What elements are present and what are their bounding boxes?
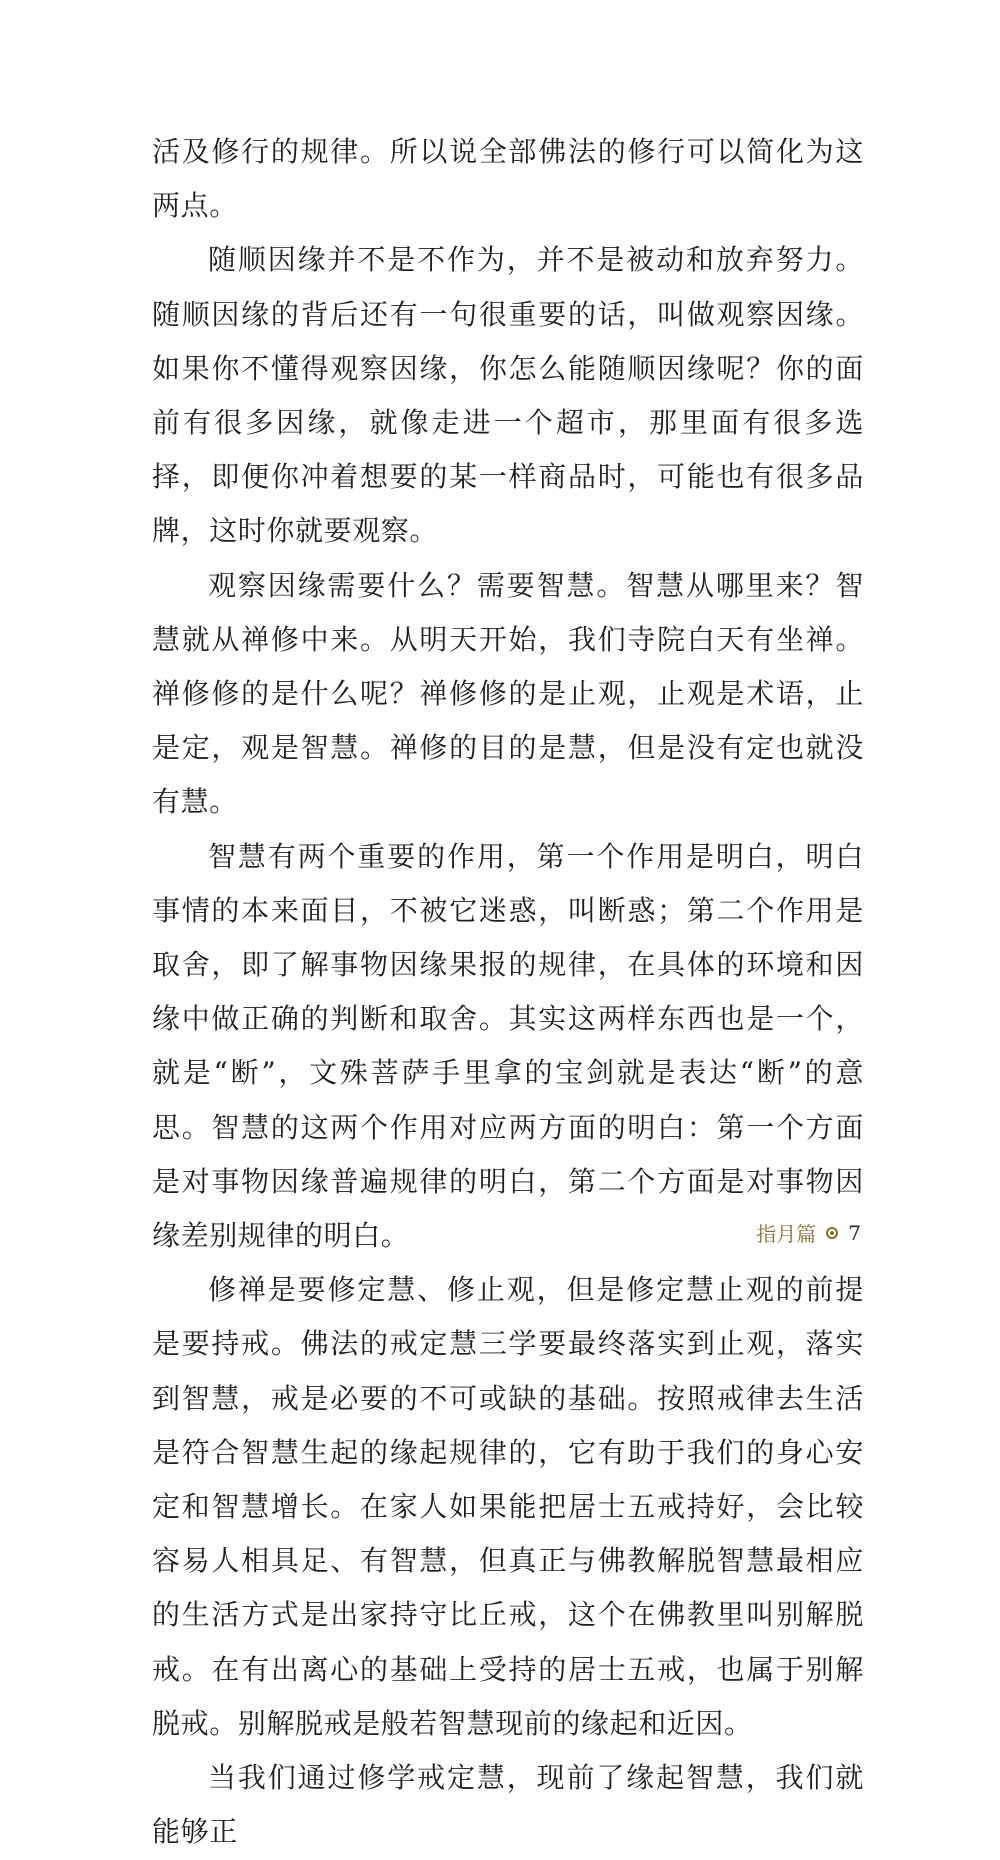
double-circle-icon — [826, 1227, 838, 1239]
page-footer — [756, 1218, 861, 1247]
paragraph: 智慧有两个重要的作用，第一个作用是明白，明白事情的本来面目，不被它迷惑，叫断惑；第二个作用是取舍，即了解事物因缘果报的规律，在具体的环境和因缘中做正确的判断和取舍。其实这两样东西也是一个，就是“断”，文殊菩萨手里拿的宝剑就是表达“断”的意思。智慧的这两个作用对应两方面的明白：第一个方面是对事物因缘普遍规律的明白，第二个方面是对事物因缘差别规律的明白。 — [152, 839, 864, 1253]
paragraph: 当我们通过修学戒定慧，现前了缘起智慧，我们就能够正 — [152, 1761, 864, 1849]
paragraph-continuation: 活及修行的规律。所以说全部佛法的修行可以简化为这两点。 — [152, 135, 864, 223]
section-title: 指月篇 — [756, 1222, 817, 1246]
paragraph: 随顺因缘并不是不作为，并不是被动和放弃努力。随顺因缘的背后还有一句很重要的话，叫做观察因缘。如果你不懂得观察因缘，你怎么能随顺因缘呢？你的面前有很多因缘，就像走进一个超市，那里面有很多选择，即便你冲着想要的某一样商品时，可能也有很多品牌，这时你就要观察。 — [152, 243, 864, 548]
paragraph: 观察因缘需要什么？需要智慧。智慧从哪里来？智慧就从禅修中来。从明天开始，我们寺院白天有坐禅。禅修修的是什么呢？禅修修的是止观，止观是术语，止是定，观是智慧。禅修的目的是慧，但是没有定也就没有慧。 — [152, 568, 864, 819]
page-number: 7 — [848, 1220, 861, 1245]
page-body — [152, 125, 864, 1860]
paragraph: 修禅是要修定慧、修止观，但是修定慧止观的前提是要持戒。佛法的戒定慧三学要最终落实到止观，落实到智慧，戒是必要的不可或缺的基础。按照戒律去生活是符合智慧生起的缘起规律的，它有助于我们的身心安定和智慧增长。在家人如果能把居士五戒持好，会比较容易人相具足、有智慧，但真正与佛教解脱智慧最相应的生活方式是出家持守比丘戒，这个在佛教里叫别解脱戒。在有出离心的基础上受持的居士五戒，也属于别解脱戒。别解脱戒是般若智慧现前的缘起和近因。 — [152, 1273, 864, 1740]
